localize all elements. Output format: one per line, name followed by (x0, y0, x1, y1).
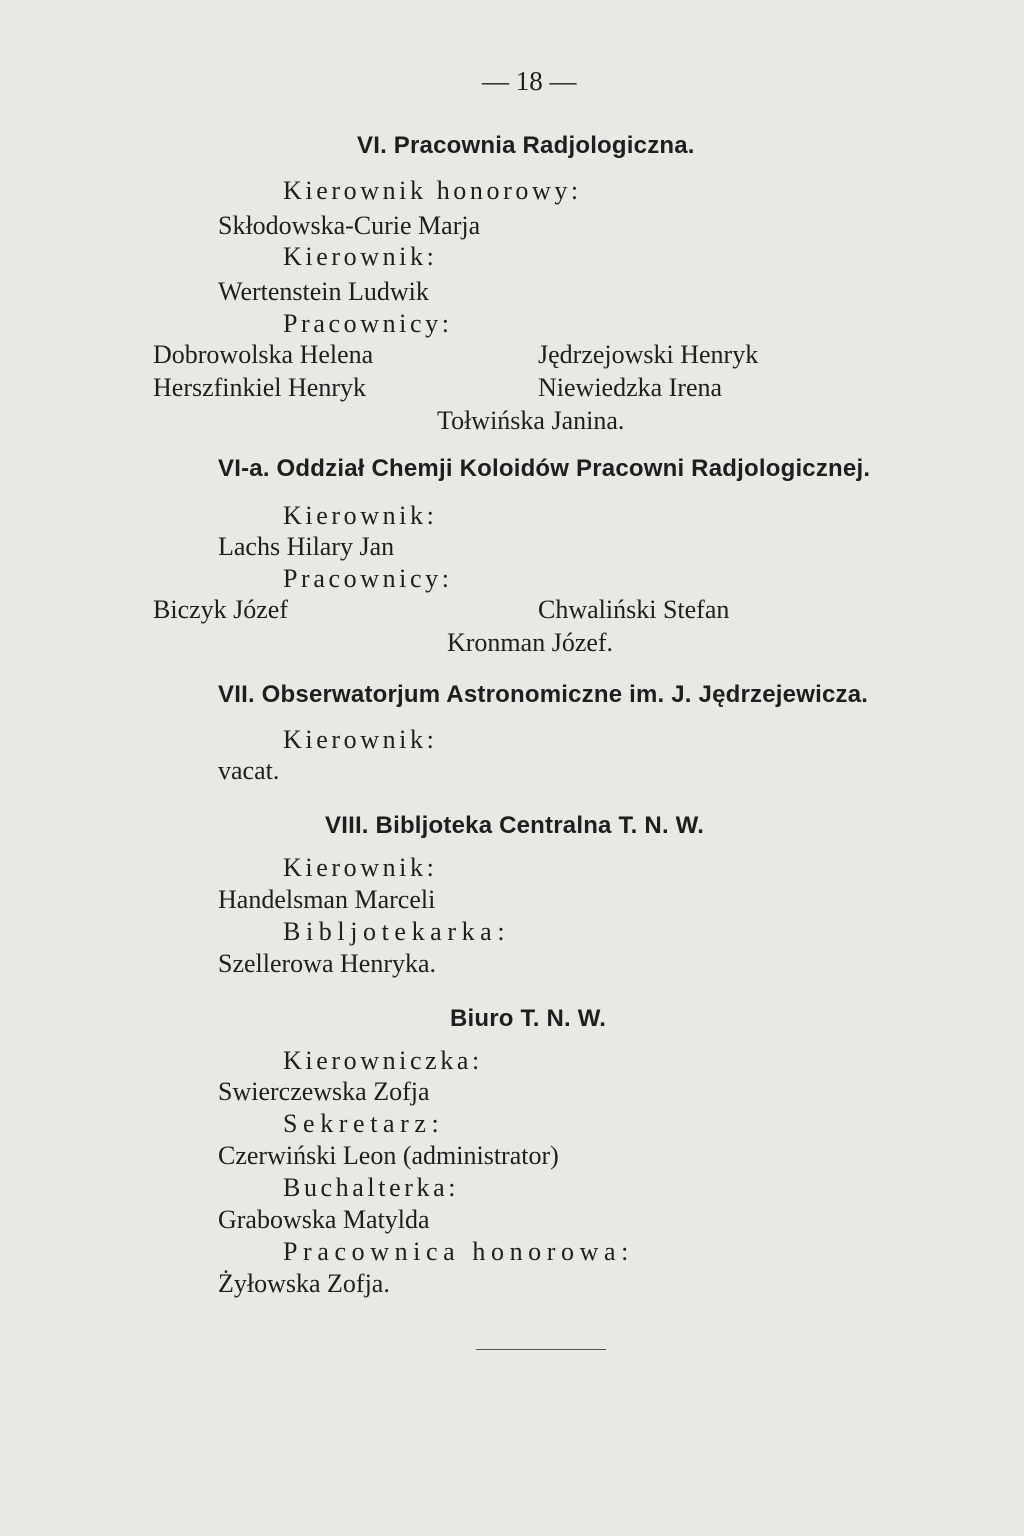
head-name: Handelsman Marceli (218, 885, 436, 914)
end-rule (476, 1349, 606, 1350)
label-honorary-head: Kierownik honorowy: (283, 176, 582, 205)
honorary-head-name: Skłodowska-Curie Marja (218, 211, 481, 240)
librarian-name: Szellerowa Henryka. (218, 949, 437, 978)
label-head: Kierownik: (283, 725, 438, 754)
label-staff: Pracownicy: (283, 564, 453, 593)
label-librarian: Bibljotekarka: (283, 917, 511, 946)
honorary-worker-name: Żyłowska Zofja. (218, 1269, 390, 1298)
label-manager: Kierowniczka: (283, 1046, 483, 1075)
label-staff: Pracownicy: (283, 309, 453, 338)
label-head: Kierownik: (283, 501, 438, 530)
manager-name: Swierczewska Zofja (218, 1077, 430, 1106)
head-name: Wertenstein Ludwik (218, 277, 429, 306)
staff-name: Kronman Józef. (447, 628, 614, 657)
section-heading-vi-a: VI-a. Oddział Chemji Koloidów Pracowni Radjologicznej. (218, 455, 871, 482)
staff-name: Niewiedzka Irena (538, 373, 723, 402)
staff-name: Dobrowolska Helena (153, 340, 374, 369)
label-accountant: Buchalterka: (283, 1173, 460, 1202)
secretary-name: Czerwiński Leon (administrator) (218, 1141, 559, 1170)
label-head: Kierownik: (283, 853, 438, 882)
staff-name: Herszfinkiel Henryk (153, 373, 366, 402)
staff-name: Tołwińska Janina. (437, 406, 625, 435)
label-honorary-worker: Pracownica honorowa: (283, 1237, 634, 1266)
staff-name: Jędrzejowski Henryk (538, 340, 759, 369)
head-name: vacat. (218, 756, 280, 785)
section-heading-viii: VIII. Bibljoteka Centralna T. N. W. (325, 812, 705, 839)
label-head: Kierownik: (283, 242, 438, 271)
head-name: Lachs Hilary Jan (218, 532, 395, 561)
accountant-name: Grabowska Matylda (218, 1205, 430, 1234)
page-number: — 18 — (482, 66, 577, 96)
section-heading-vi: VI. Pracownia Radjologiczna. (357, 132, 695, 159)
staff-name: Biczyk Józef (153, 595, 289, 624)
label-secretary: Sekretarz: (283, 1109, 445, 1138)
section-heading-office: Biuro T. N. W. (450, 1005, 607, 1032)
section-heading-vii: VII. Obserwatorjum Astronomiczne im. J. Jędrzejewicza. (218, 681, 869, 708)
staff-name: Chwaliński Stefan (538, 595, 730, 624)
